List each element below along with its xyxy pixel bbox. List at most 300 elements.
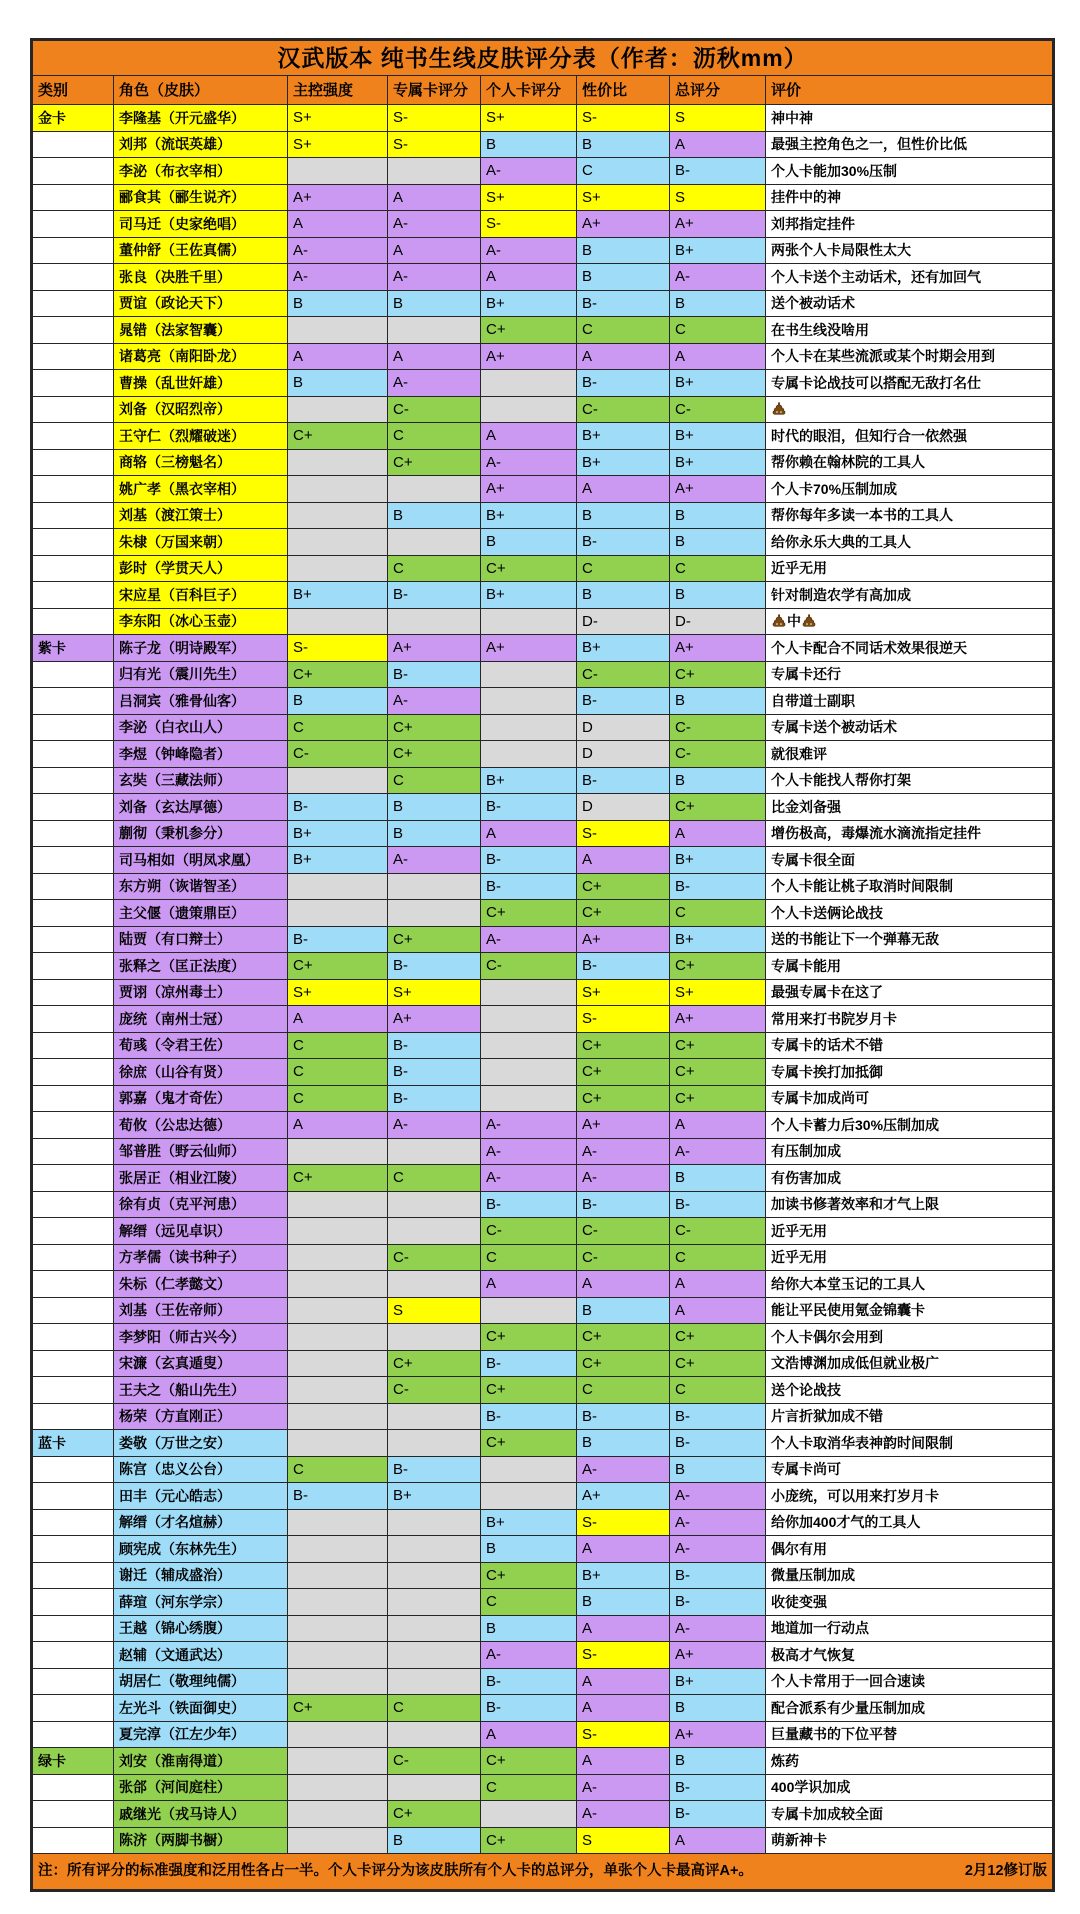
category-cell (32, 582, 114, 609)
category-cell (32, 688, 114, 715)
grade-cell: A- (577, 1774, 670, 1801)
grade-cell: B- (288, 926, 388, 953)
grade-cell: S- (577, 1642, 670, 1669)
grade-cell: B (577, 1430, 670, 1457)
character-name-cell: 李煜（钟峰隐者） (114, 741, 288, 768)
grade-cell: C+ (288, 661, 388, 688)
grade-cell: C+ (288, 953, 388, 980)
grade-cell: A+ (577, 211, 670, 238)
grade-cell: C- (388, 1748, 481, 1775)
grade-cell: B- (388, 953, 481, 980)
grade-cell: S- (577, 1721, 670, 1748)
grade-cell: C+ (577, 1350, 670, 1377)
grade-cell: S+ (577, 184, 670, 211)
category-cell (32, 1509, 114, 1536)
character-name-cell: 郭嘉（鬼才奇佐） (114, 1085, 288, 1112)
grade-cell: B (481, 1615, 577, 1642)
grade-cell (388, 1218, 481, 1245)
category-cell (32, 1456, 114, 1483)
grade-cell (388, 1138, 481, 1165)
grade-cell: A+ (577, 1112, 670, 1139)
grade-cell: B+ (670, 926, 766, 953)
grade-cell (288, 873, 388, 900)
table-row (32, 794, 1054, 821)
grade-cell (288, 1589, 388, 1616)
category-cell (32, 1324, 114, 1351)
grade-cell: C (577, 158, 670, 185)
grade-cell (288, 317, 388, 344)
character-name-cell: 薛瑄（河东学宗） (114, 1589, 288, 1616)
grade-cell: C (481, 1774, 577, 1801)
grade-cell: C (288, 1085, 388, 1112)
grade-cell (481, 1801, 577, 1828)
comment-cell: 专属卡的话术不错 (766, 1032, 1054, 1059)
comment-cell: 文浩博渊加成低但就业极广 (766, 1350, 1054, 1377)
category-cell (32, 1059, 114, 1086)
grade-cell: B+ (481, 1509, 577, 1536)
table-row (32, 1748, 1054, 1775)
grade-cell: A (481, 423, 577, 450)
category-cell (32, 820, 114, 847)
character-name-cell: 贾谊（政论天下） (114, 290, 288, 317)
grade-cell: C- (670, 1218, 766, 1245)
grade-cell: A (577, 1695, 670, 1722)
table-row (32, 396, 1054, 423)
grade-cell: C (577, 317, 670, 344)
grade-cell: B (388, 1827, 481, 1854)
table-row (32, 1403, 1054, 1430)
category-cell (32, 1642, 114, 1669)
table-row (32, 1615, 1054, 1642)
category-cell (32, 1244, 114, 1271)
table-row (32, 741, 1054, 768)
comment-cell: 个人卡送个主动话术，还有加回气 (766, 264, 1054, 291)
grade-cell: A+ (481, 635, 577, 662)
grade-cell: C (288, 1032, 388, 1059)
grade-cell: A- (481, 1165, 577, 1192)
character-name-cell: 刘备（汉昭烈帝） (114, 396, 288, 423)
character-name-cell: 邹普胜（野云仙师） (114, 1138, 288, 1165)
grade-cell (288, 1191, 388, 1218)
comment-cell: 极高才气恢复 (766, 1642, 1054, 1669)
category-cell (32, 555, 114, 582)
grade-cell: A (577, 1536, 670, 1563)
column-header-character: 角色（皮肤） (114, 76, 288, 105)
comment-cell: 给你大本堂玉记的工具人 (766, 1271, 1054, 1298)
grade-cell: B- (481, 1668, 577, 1695)
character-name-cell: 方孝儒（读书种子） (114, 1244, 288, 1271)
grade-cell: B+ (481, 767, 577, 794)
category-cell (32, 1032, 114, 1059)
grade-cell: C- (577, 661, 670, 688)
grade-cell: C+ (388, 449, 481, 476)
grade-cell (481, 396, 577, 423)
comment-cell: 送个论战技 (766, 1377, 1054, 1404)
category-cell (32, 979, 114, 1006)
comment-cell: 针对制造农学有高加成 (766, 582, 1054, 609)
grade-cell: C- (577, 396, 670, 423)
category-cell (32, 1165, 114, 1192)
grade-cell (288, 1615, 388, 1642)
grade-cell: A (481, 820, 577, 847)
grade-cell: B (288, 290, 388, 317)
grade-cell: D (577, 794, 670, 821)
grade-cell: B (388, 820, 481, 847)
character-name-cell: 王夫之（船山先生） (114, 1377, 288, 1404)
comment-cell: 专属卡送个被动话术 (766, 714, 1054, 741)
character-name-cell: 王守仁（烈耀破迷） (114, 423, 288, 450)
comment-cell: 个人卡蓄力后30%压制加成 (766, 1112, 1054, 1139)
category-cell: 金卡 (32, 105, 114, 132)
grade-cell: B- (670, 1589, 766, 1616)
grade-cell: A- (577, 1456, 670, 1483)
comment-cell: 神中神 (766, 105, 1054, 132)
character-name-cell: 姚广孝（黑衣宰相） (114, 476, 288, 503)
table-row (32, 1032, 1054, 1059)
character-name-cell: 张良（决胜千里） (114, 264, 288, 291)
table-row (32, 1218, 1054, 1245)
grade-cell: A (481, 1271, 577, 1298)
grade-cell: B (577, 131, 670, 158)
category-cell (32, 741, 114, 768)
character-name-cell: 郦食其（郦生说齐） (114, 184, 288, 211)
grade-cell (388, 1774, 481, 1801)
table-row (32, 105, 1054, 132)
grade-cell: A- (388, 847, 481, 874)
grade-cell: S- (577, 1006, 670, 1033)
comment-cell: 炼药 (766, 1748, 1054, 1775)
table-row (32, 290, 1054, 317)
grade-cell (288, 1562, 388, 1589)
grade-cell (481, 1006, 577, 1033)
grade-cell: A (481, 1721, 577, 1748)
grade-cell: B- (670, 1191, 766, 1218)
grade-cell (388, 1536, 481, 1563)
grade-cell (288, 900, 388, 927)
table-row (32, 873, 1054, 900)
character-name-cell: 东方朔（诙谐智圣） (114, 873, 288, 900)
grade-cell: C+ (670, 1059, 766, 1086)
grade-cell (288, 1642, 388, 1669)
grade-cell: C+ (577, 1059, 670, 1086)
grade-cell: B+ (577, 635, 670, 662)
grade-cell: A- (288, 264, 388, 291)
character-name-cell: 徐庶（山谷有贤） (114, 1059, 288, 1086)
comment-cell: 个人卡70%压制加成 (766, 476, 1054, 503)
category-cell (32, 317, 114, 344)
table-row (32, 688, 1054, 715)
character-name-cell: 朱标（仁孝懿文） (114, 1271, 288, 1298)
grade-cell: S- (577, 105, 670, 132)
grade-cell: B- (577, 529, 670, 556)
category-cell (32, 1536, 114, 1563)
grade-cell: A+ (481, 476, 577, 503)
grade-cell: B- (481, 873, 577, 900)
grade-cell: C- (577, 1218, 670, 1245)
character-name-cell: 司马迁（史家绝唱） (114, 211, 288, 238)
grade-cell: D- (670, 608, 766, 635)
grade-cell: C+ (388, 741, 481, 768)
table-row (32, 1827, 1054, 1854)
grade-cell (288, 1827, 388, 1854)
table-row (32, 1059, 1054, 1086)
grade-cell: C+ (288, 423, 388, 450)
category-cell (32, 1801, 114, 1828)
character-name-cell: 彭时（学贯天人） (114, 555, 288, 582)
character-name-cell: 贾诩（凉州毒士） (114, 979, 288, 1006)
grade-cell (288, 1668, 388, 1695)
grade-cell: B (577, 1297, 670, 1324)
character-name-cell: 李隆基（开元盛华） (114, 105, 288, 132)
grade-cell: B+ (288, 582, 388, 609)
comment-cell: 近乎无用 (766, 1244, 1054, 1271)
grade-cell: A (670, 343, 766, 370)
character-name-cell: 夏完淳（江左少年） (114, 1721, 288, 1748)
category-cell (32, 476, 114, 503)
column-header-exclusive-card: 专属卡评分 (388, 76, 481, 105)
grade-cell: A (577, 1668, 670, 1695)
grade-cell: C+ (481, 555, 577, 582)
grade-cell: C+ (577, 873, 670, 900)
grade-cell: C (388, 767, 481, 794)
grade-cell (481, 1297, 577, 1324)
table-row (32, 1536, 1054, 1563)
character-name-cell: 顾宪成（东林先生） (114, 1536, 288, 1563)
grade-cell: B- (670, 1774, 766, 1801)
table-row (32, 714, 1054, 741)
category-cell (32, 237, 114, 264)
character-name-cell: 胡居仁（敬理纯儒） (114, 1668, 288, 1695)
category-cell (32, 873, 114, 900)
comment-cell: 加读书修著效率和才气上限 (766, 1191, 1054, 1218)
comment-cell: 个人卡配合不同话术效果很逆天 (766, 635, 1054, 662)
grade-cell (481, 1059, 577, 1086)
grade-cell: A+ (670, 1642, 766, 1669)
grade-cell: B (288, 370, 388, 397)
category-cell (32, 1774, 114, 1801)
category-cell (32, 449, 114, 476)
comment-cell: 专属卡还行 (766, 661, 1054, 688)
character-name-cell: 玄奘（三藏法师） (114, 767, 288, 794)
category-cell (32, 131, 114, 158)
character-name-cell: 司马相如（明凤求凰） (114, 847, 288, 874)
character-name-cell: 田丰（元心皓志） (114, 1483, 288, 1510)
grade-cell: S (577, 1827, 670, 1854)
character-name-cell: 徐有贞（克平河患） (114, 1191, 288, 1218)
character-name-cell: 商辂（三榜魁名） (114, 449, 288, 476)
category-cell (32, 1112, 114, 1139)
grade-cell: C (288, 714, 388, 741)
comment-cell: 偶尔有用 (766, 1536, 1054, 1563)
comment-cell: 自带道士副职 (766, 688, 1054, 715)
grade-cell (288, 1403, 388, 1430)
table-row (32, 1695, 1054, 1722)
grade-cell: A- (670, 1509, 766, 1536)
grade-cell (388, 1668, 481, 1695)
table-row (32, 953, 1054, 980)
grade-cell (288, 1324, 388, 1351)
comment-cell: 萌新神卡 (766, 1827, 1054, 1854)
grade-cell: C+ (670, 661, 766, 688)
comment-cell: 送的书能让下一个弹幕无敌 (766, 926, 1054, 953)
grade-cell: C+ (481, 317, 577, 344)
comment-cell: 近乎无用 (766, 1218, 1054, 1245)
grade-cell: A+ (577, 926, 670, 953)
grade-cell: C- (670, 714, 766, 741)
grade-cell: A- (481, 926, 577, 953)
grade-cell: C (577, 555, 670, 582)
grade-cell: C+ (481, 1562, 577, 1589)
grade-cell (288, 555, 388, 582)
grade-cell (288, 1748, 388, 1775)
grade-cell: A (577, 476, 670, 503)
comment-cell: 给你加400才气的工具人 (766, 1509, 1054, 1536)
category-cell (32, 1668, 114, 1695)
table-row (32, 1350, 1054, 1377)
character-name-cell: 刘基（王佐帝师） (114, 1297, 288, 1324)
table-row (32, 264, 1054, 291)
character-name-cell: 张释之（匡正法度） (114, 953, 288, 980)
poop-icon (771, 613, 787, 629)
table-row (32, 979, 1054, 1006)
grade-cell: B (670, 688, 766, 715)
grade-cell (288, 1297, 388, 1324)
category-cell (32, 1006, 114, 1033)
grade-cell: B (670, 290, 766, 317)
comment-cell: 帮你赖在翰林院的工具人 (766, 449, 1054, 476)
grade-cell: B- (577, 1403, 670, 1430)
grade-cell (388, 608, 481, 635)
grade-cell (388, 1615, 481, 1642)
grade-cell: A (670, 1112, 766, 1139)
grade-cell: B- (288, 1483, 388, 1510)
table-row (32, 1085, 1054, 1112)
grade-cell (481, 1483, 577, 1510)
grade-cell: B- (670, 1403, 766, 1430)
grade-cell (481, 1032, 577, 1059)
table-row (32, 1509, 1054, 1536)
grade-cell: A (577, 343, 670, 370)
grade-cell (288, 1721, 388, 1748)
column-header-total-score: 总评分 (670, 76, 766, 105)
table-row (32, 1138, 1054, 1165)
grade-cell (481, 688, 577, 715)
grade-cell (388, 1271, 481, 1298)
category-cell (32, 953, 114, 980)
comment-cell: 帮你每年多读一本书的工具人 (766, 502, 1054, 529)
grade-cell: A- (481, 1138, 577, 1165)
grade-cell: S+ (481, 184, 577, 211)
grade-cell (288, 1774, 388, 1801)
table-row (32, 1456, 1054, 1483)
grade-cell: A (670, 1297, 766, 1324)
grade-cell: S+ (670, 979, 766, 1006)
table-row (32, 1562, 1054, 1589)
grade-cell: B (577, 237, 670, 264)
comment-cell: 配合派系有少量压制加成 (766, 1695, 1054, 1722)
grade-cell: C- (388, 396, 481, 423)
table-row (32, 449, 1054, 476)
category-cell (32, 158, 114, 185)
grade-cell: A- (481, 158, 577, 185)
grade-cell: C+ (481, 1430, 577, 1457)
character-name-cell: 张居正（相业江陵） (114, 1165, 288, 1192)
grade-cell: B- (577, 1191, 670, 1218)
character-name-cell: 刘邦（流氓英雄） (114, 131, 288, 158)
grade-cell: B- (481, 1403, 577, 1430)
grade-cell: C- (481, 953, 577, 980)
grade-cell (481, 1085, 577, 1112)
grade-cell: C- (670, 741, 766, 768)
grade-cell: B- (481, 1191, 577, 1218)
grade-cell: A- (481, 449, 577, 476)
category-cell (32, 423, 114, 450)
grade-cell (388, 1324, 481, 1351)
grade-cell: A+ (481, 343, 577, 370)
comment-cell: 专属卡能用 (766, 953, 1054, 980)
grade-cell: A (577, 847, 670, 874)
grade-cell: B (670, 1165, 766, 1192)
grade-cell: B- (481, 794, 577, 821)
character-name-cell: 陈子龙（明诗殿军） (114, 635, 288, 662)
grade-cell: A+ (577, 1483, 670, 1510)
character-name-cell: 陈宫（忠义公台） (114, 1456, 288, 1483)
character-name-cell: 陆贾（有口辩士） (114, 926, 288, 953)
grade-cell: B+ (577, 449, 670, 476)
category-cell (32, 1297, 114, 1324)
grade-cell: B (670, 529, 766, 556)
grade-cell: B- (577, 767, 670, 794)
grade-cell: A- (481, 237, 577, 264)
grade-cell: A+ (670, 635, 766, 662)
category-cell (32, 502, 114, 529)
grade-cell: B- (481, 847, 577, 874)
table-row (32, 661, 1054, 688)
grade-cell: C- (388, 1377, 481, 1404)
comment-cell: 专属卡加成较全面 (766, 1801, 1054, 1828)
grade-cell (481, 1456, 577, 1483)
category-cell (32, 1721, 114, 1748)
category-cell (32, 1350, 114, 1377)
grade-cell: B (577, 264, 670, 291)
rating-table (30, 38, 1055, 1892)
poop-icon (771, 401, 787, 417)
grade-cell: S- (577, 1509, 670, 1536)
grade-cell: S- (577, 820, 670, 847)
character-name-cell: 杨荣（方直刚正） (114, 1403, 288, 1430)
character-name-cell: 刘备（玄达厚德） (114, 794, 288, 821)
table-row (32, 317, 1054, 344)
grade-cell: A- (388, 264, 481, 291)
grade-cell (288, 1536, 388, 1563)
grade-cell: B+ (481, 502, 577, 529)
grade-cell: C (481, 1589, 577, 1616)
grade-cell: S+ (288, 979, 388, 1006)
character-name-cell: 荀攸（公忠达德） (114, 1112, 288, 1139)
grade-cell: C (670, 1244, 766, 1271)
grade-cell: C+ (481, 1324, 577, 1351)
grade-cell: S- (388, 105, 481, 132)
column-header-main-strength: 主控强度 (288, 76, 388, 105)
grade-cell: B+ (670, 370, 766, 397)
table-row (32, 237, 1054, 264)
grade-cell: A (670, 1271, 766, 1298)
grade-cell: B (670, 1695, 766, 1722)
grade-cell (288, 476, 388, 503)
grade-cell: B+ (670, 449, 766, 476)
table-row (32, 423, 1054, 450)
grade-cell (388, 1191, 481, 1218)
